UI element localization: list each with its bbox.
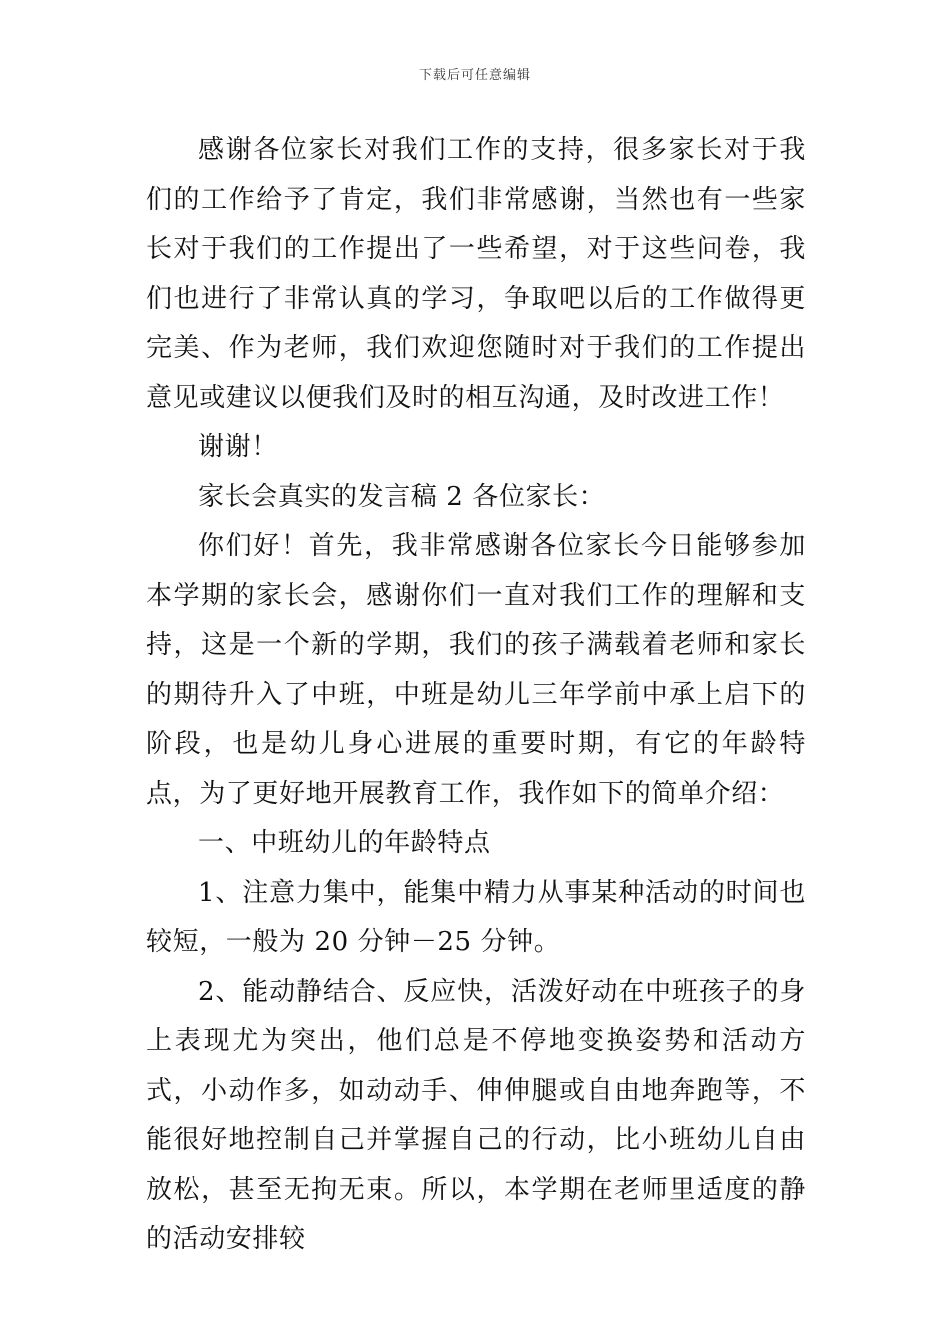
paragraph-greeting: 你们好！首先，我非常感谢各位家长今日能够参加本学期的家长会，感谢你们一直对我们工作的理解和支持，这是一个新的学期，我们的孩子满载着老师和家长的期待升入了中班，中班是幼儿三年学前中承上启下的阶段，也是幼儿身心进展的重要时期，有它的年龄特点，为了更好地开展教育工作，我作如下的简单介绍： [146, 531, 806, 809]
paragraph-thank-you: 谢谢！ [198, 432, 278, 462]
paragraph-speech-title: 家长会真实的发言稿 2 各位家长： [198, 481, 606, 512]
list-item-attention: 1、注意力集中，能集中精力从事某种活动的时间也较短，一般为 20 分钟－25 分钟。 [146, 877, 806, 957]
section-heading-age-traits: 一、中班幼儿的年龄特点 [198, 828, 491, 858]
list-item-activity: 2、能动静结合、反应快，活泼好动在中班孩子的身上表现尤为突出，他们总是不停地变换姿势和活动方式，小动作多，如动动手、伸伸腿或自由地奔跑等，不能很好地控制自己并掌握自己的行动，比小班幼儿自由放松，甚至无拘无束。所以，本学期在老师里适度的静的活动安排较 [146, 976, 806, 1254]
paragraph-thanks-support: 感谢各位家长对我们工作的支持，很多家长对于我们的工作给予了肯定，我们非常感谢，当然也有一些家长对于我们的工作提出了一些希望，对于这些问卷，我们也进行了非常认真的学习，争取吧以后的工作做得更完美、作为老师，我们欢迎您随时对于我们的工作提出意见或建议以便我们及时的相互沟通，及时改进工作！ [146, 135, 806, 413]
page-header-note: 下载后可任意编辑 [418, 68, 531, 83]
document-body [146, 126, 806, 1265]
